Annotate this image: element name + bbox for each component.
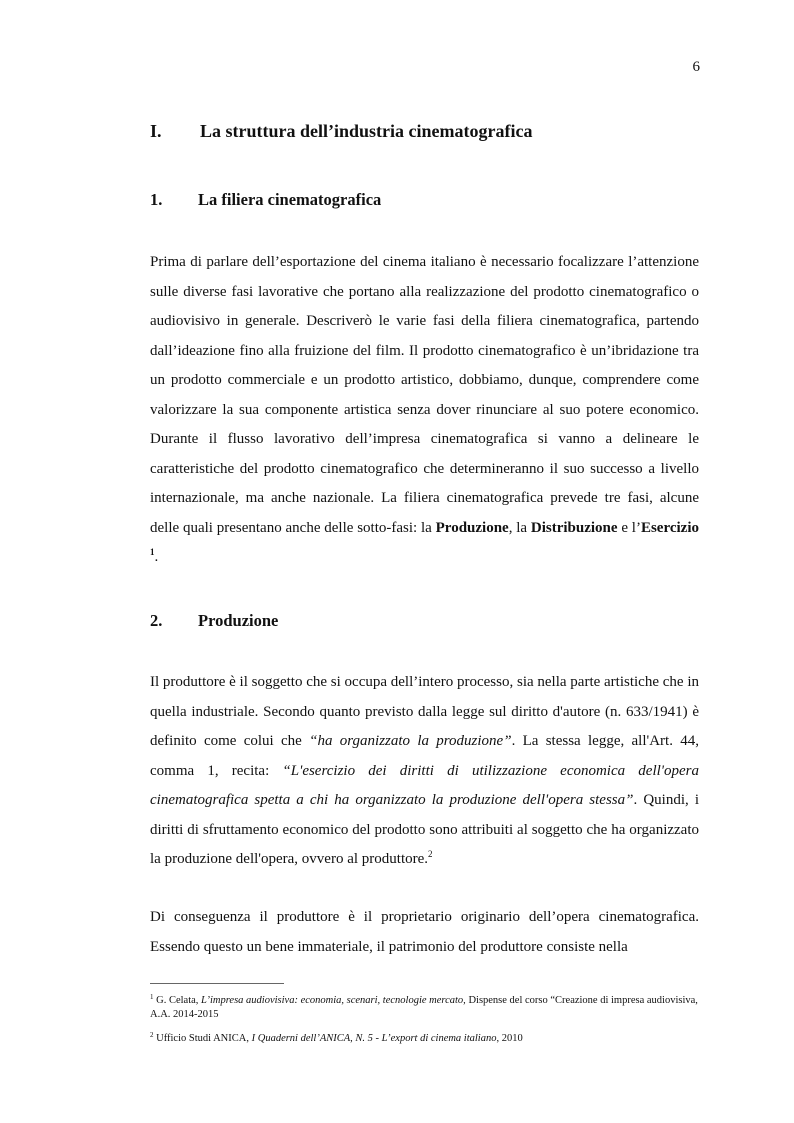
footnote-text: G. Celata, xyxy=(153,995,202,1006)
section-heading-filiera xyxy=(150,190,381,210)
section-number: 2. xyxy=(150,611,163,630)
paragraph-text: Il produttore è il soggetto che si occupa dell’intero processo, sia nella parte artistiche che in quella industriale. Secondo quanto previsto dalla legge sul diritto d'autore (n. 633/1941) è definito come colui che xyxy=(150,674,699,749)
chapter-number: I. xyxy=(150,121,162,141)
page-number: 6 xyxy=(692,59,700,75)
chapter-title: La struttura dell’industria cinematografica xyxy=(200,121,533,141)
paragraph-text: e l’ xyxy=(617,519,641,536)
section-title: La filiera cinematografica xyxy=(198,190,382,209)
paragraph-conseguenza xyxy=(150,903,699,962)
footnote-text: Dispense del corso “Creazione di impresa audiovisiva, A.A. 2014-2015 xyxy=(150,995,698,1020)
footnote-title: I Quaderni dell’ANICA, N. 5 - L’export di cinema italiano xyxy=(251,1033,497,1044)
footnote-text: Ufficio Studi ANICA, xyxy=(153,1033,252,1044)
paragraph-text: . Quindi, i diritti di sfruttamento economico del prodotto sono attribuiti al soggetto che ha organizzato la produzione dell'opera, ovvero al produttore. xyxy=(150,792,699,867)
section-number: 1. xyxy=(150,190,163,209)
footnote-ref-1: 1 xyxy=(150,547,155,557)
footnote-title: L’impresa audiovisiva: economia, scenari, tecnologie mercato, xyxy=(201,995,466,1006)
bold-term-produzione: Produzione xyxy=(435,519,509,536)
footnote-separator xyxy=(150,983,284,984)
footnote-2 xyxy=(150,1032,699,1046)
footnote-number: 1 xyxy=(150,993,154,1001)
paragraph-text: . La stessa legge, all'Art. 44, comma 1, recita: xyxy=(150,733,699,779)
paragraph-text: . xyxy=(154,549,159,565)
section-title: Produzione xyxy=(198,611,279,630)
bold-term-esercizio: Esercizio xyxy=(640,519,700,536)
bold-term-distribuzione: Distribuzione xyxy=(530,519,618,536)
footnote-number: 2 xyxy=(150,1031,154,1039)
paragraph-text: , la xyxy=(508,519,531,536)
paragraph-filiera xyxy=(150,248,699,573)
section-heading-produzione xyxy=(150,611,278,631)
footnote-1 xyxy=(150,994,699,1022)
footnote-text: , 2010 xyxy=(496,1033,523,1044)
quote-text: “L'esercizio dei diritti di utilizzazione economica dell'opera cinematografica spetta a chi ha organizzato la produzione dell'opera stessa” xyxy=(150,762,700,808)
footnote-ref-2: 2 xyxy=(428,849,433,859)
paragraph-text: Di conseguenza il produttore è il proprietario originario dell’opera cinematografica. Essendo questo un bene immateriale, il patrimonio del produttore consiste nella xyxy=(150,909,699,955)
paragraph-text: Prima di parlare dell’esportazione del cinema italiano è necessario focalizzare l’attenzione sulle diverse fasi lavorative che portano alla realizzazione del prodotto cinematografico o audiovisivo in generale. Descriverò le varie fasi della filiera cinematografica, partendo dall’ideazione fino alla fruizione del film. Il prodotto cinematografico è un’ibridazione tra un prodotto commerciale e un prodotto artistico, dobbiamo, dunque, comprendere come valorizzare la sua componente artistica senza dover rinunciare al suo potere economico. Durante il flusso lavorativo dell’impresa cinematografica si vanno a delineare le caratteristiche del prodotto cinematografico che determineranno il suo successo a livello internazionale, ma anche nazionale. La filiera cinematografica prevede tre fasi, alcune delle quali presentano anche delle sotto-fasi: la xyxy=(150,254,699,536)
paragraph-produzione xyxy=(150,668,699,875)
chapter-heading xyxy=(150,121,532,142)
quote-text: “ha organizzato la produzione” xyxy=(309,733,512,749)
